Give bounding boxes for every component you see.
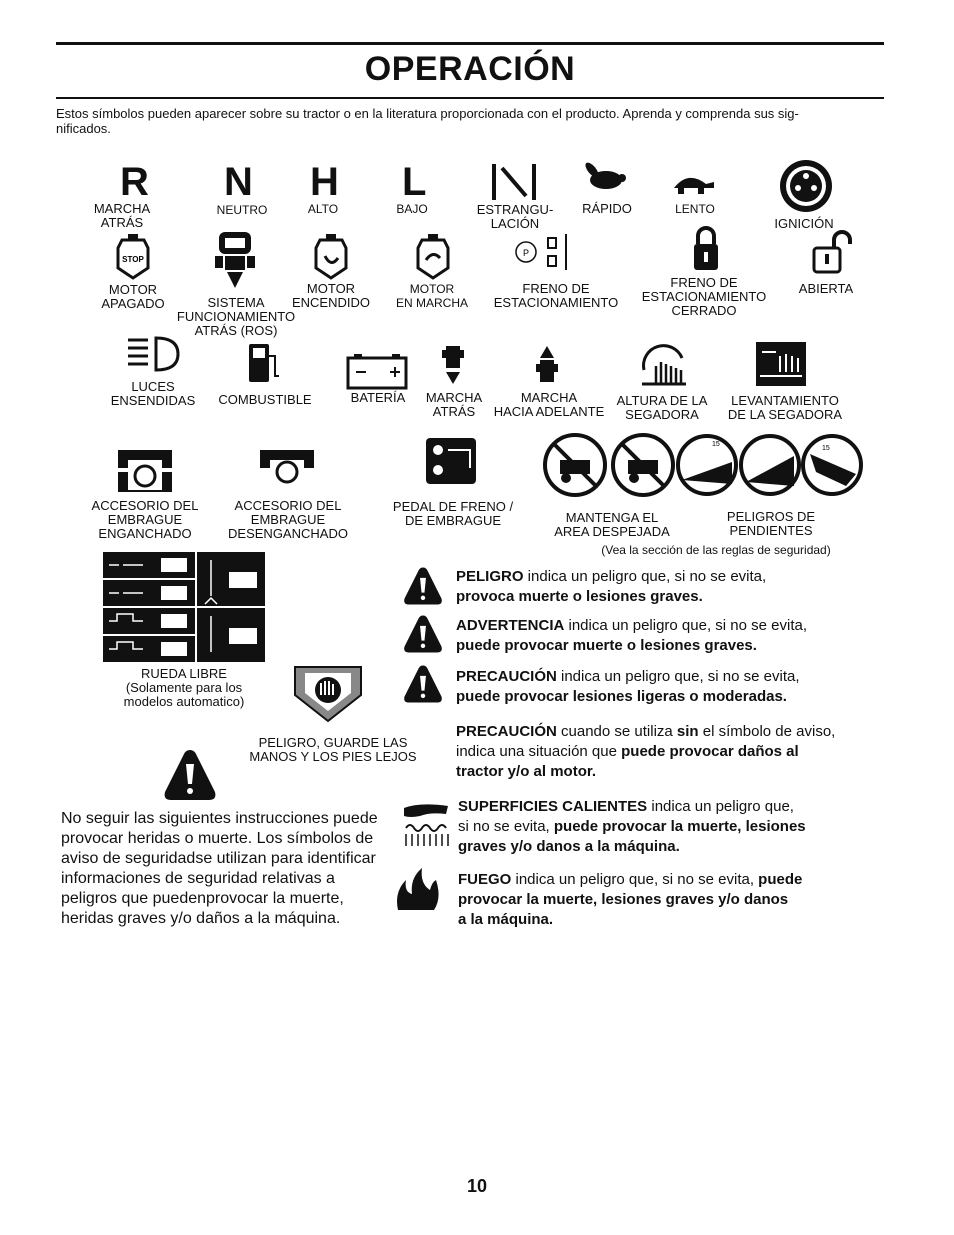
label-area-despejada: MANTENGA EL AREA DESPEJADA [554,510,670,539]
page-title: OPERACIÓN [364,50,576,88]
brake-pedal-icon [426,438,476,484]
fuego-b3: provocar la muerte, lesiones graves y/o danos [458,891,789,908]
label-levantamiento: LEVANTAMIENTO DE LA SEGADORA [727,393,843,422]
precaucion2-bold: PRECAUCIÓN [456,723,557,740]
advertencia-triangle-icon [403,614,443,654]
parking-brake-icon [512,232,572,272]
lock-closed-icon [692,226,720,272]
svg-text:STOP: STOP [122,255,144,264]
label-motor-encendido: MOTOR ENCENDIDO [291,281,370,310]
precaucion2-b3: tractor y/o al motor. [456,763,597,780]
precaucion2-t2: el símbolo de aviso, [698,723,836,740]
superficies-b3: graves y/o danos a la máquina. [458,838,680,855]
label-manos-pies: PELIGRO, GUARDE LAS MANOS Y LOS PIES LEJOS [249,735,417,764]
fuego-bold: FUEGO [458,871,512,888]
label-rueda-libre: RUEDA LIBRE (Solamente para los modelos automatico) [123,666,245,709]
advertencia-desc: indica un peligro que, si no se evita, [564,617,807,634]
label-sistema-ros: SISTEMA FUNCIONAMIENTO ATRÁS (ROS) [176,295,296,338]
superficies-b2: puede provocar la muerte, lesiones [553,818,806,835]
precaucion2-b2: puede provocar daños al [621,743,799,760]
choke-icon [490,162,540,202]
label-vea-seccion: (Vea la sección de las reglas de seguridad) [601,543,831,557]
label-embrague-desenganchado: ACCESORIO DEL EMBRAGUE DESENGANCHADO [228,498,348,541]
svg-text:15: 15 [712,441,720,448]
motor-on-icon [314,234,348,280]
mower-height-icon [638,342,688,386]
fuego-b4: a la máquina. [458,911,554,928]
ros-system-icon [215,228,255,290]
label-motor-apagado: MOTOR APAGADO [101,282,165,311]
rabbit-icon [582,160,628,192]
label-freno-estacionamiento: FRENO DE ESTACIONAMIENTO [493,281,619,310]
hot-surface-icon [400,800,452,848]
label-pendientes: PELIGROS DE PENDIENTES [726,509,816,538]
ignition-icon [778,158,834,214]
label-embrague-enganchado: ACCESORIO DEL EMBRAGUE ENGANCHADO [91,498,199,541]
svg-text:15: 15 [822,445,830,452]
label-alto: ALTO [307,202,339,216]
turtle-icon [668,170,718,196]
headlight-icon [126,334,180,374]
free-wheel-panel-left [103,552,195,662]
label-abierta: ABIERTA [798,281,854,296]
letter-r: R [120,160,149,204]
fuel-icon [247,342,279,384]
title-rule [56,97,884,99]
keep-area-clear-icon [542,432,676,498]
fuego-b2: puede [758,871,803,888]
lock-open-icon [812,230,852,274]
fuego-desc: indica un peligro que, si no se evita, [511,871,759,888]
clutch-disengaged-icon [258,446,316,486]
reverse-arrow-icon [442,344,464,386]
slope-hazard-icon [676,432,864,498]
free-wheel-panel-right [197,552,265,662]
battery-icon [346,354,408,390]
precaucion-bold: PRECAUCIÓN [456,668,557,685]
label-freno-cerrado: FRENO DE ESTACIONAMIENTO CERRADO [641,275,767,318]
mower-lift-icon [756,342,806,386]
label-rapido: RÁPIDO [582,201,632,216]
label-marcha-atras: MARCHA ATRÁS [93,201,151,230]
safety-paragraph: No seguir las siguientes instrucciones puede provocar heridas o muerte. Los símbolos de aviso de seguridadse utilizan para identificar informaciones de seguridad relativas a peligros que puedenprovocar la muerte, heridas graves y/o daños a la máquina. [61,810,378,927]
superficies-text [458,797,878,857]
superficies-t2: si no se evita, [458,818,554,835]
superficies-bold: SUPERFICIES CALIENTES [458,798,648,815]
precaucion2-t3: indica una situación que [456,743,622,760]
warning-triangle-large-icon [163,748,217,802]
precaucion-triangle-icon [403,664,443,704]
precaucion2-sin: sin [676,723,699,740]
peligro-desc: indica un peligro que, si no se evita, [523,568,767,585]
forward-arrow-icon [536,344,558,386]
svg-text:P: P [522,248,530,258]
motor-running-icon [416,234,450,280]
letter-l: L [402,160,427,204]
label-neutro: NEUTRO [216,203,268,217]
letter-n: N [224,160,253,204]
label-ignicion: IGNICIÓN [774,216,834,231]
label-combustible: COMBUSTIBLE [218,392,312,407]
precaucion-desc: indica un peligro que, si no se evita, [556,668,800,685]
label-luces: LUCES ENSENDIDAS [110,379,196,408]
letter-h: H [310,160,339,204]
peligro-text [456,567,876,607]
precaucion2-text [456,722,886,782]
superficies-desc: indica un peligro que, [647,798,794,815]
fuego-text [458,870,878,930]
label-lento: LENTO [675,202,715,216]
label-marcha-atras-2: MARCHA ATRÁS [425,390,483,419]
label-marcha-adelante: MARCHA HACIA ADELANTE [493,390,605,419]
intro-text: Estos símbolos pueden aparecer sobre su tractor o en la literatura proporcionada con el producto. Aprenda y comprenda sus sig- nificados. [56,106,799,136]
label-bateria: BATERÍA [350,390,406,405]
label-altura-segadora: ALTURA DE LA SEGADORA [616,393,708,422]
motor-stop-icon [116,234,150,280]
precaucion2-t1: cuando se utiliza [556,723,677,740]
label-pedal-freno: PEDAL DE FRENO / DE EMBRAGUE [392,499,514,528]
hand-hazard-icon [293,665,363,723]
fire-icon [394,866,440,912]
label-estrangulacion: ESTRANGU- LACIÓN [476,202,554,231]
advertencia-bold: ADVERTENCIA [456,617,565,634]
label-motor-en-marcha: MOTOR EN MARCHA [395,282,468,310]
peligro-bold: PELIGRO [456,568,524,585]
precaucion-consequence: puede provocar lesiones ligeras o moderadas. [456,688,787,705]
peligro-triangle-icon [403,566,443,606]
precaucion-text [456,667,876,707]
page-number: 10 [466,1176,488,1196]
label-bajo: BAJO [396,202,428,216]
top-rule [56,42,884,45]
advertencia-consequence: puede provocar muerte o lesiones graves. [456,637,757,654]
peligro-consequence: provoca muerte o lesiones graves. [456,588,703,605]
clutch-engaged-icon [116,446,174,494]
advertencia-text [456,616,876,656]
